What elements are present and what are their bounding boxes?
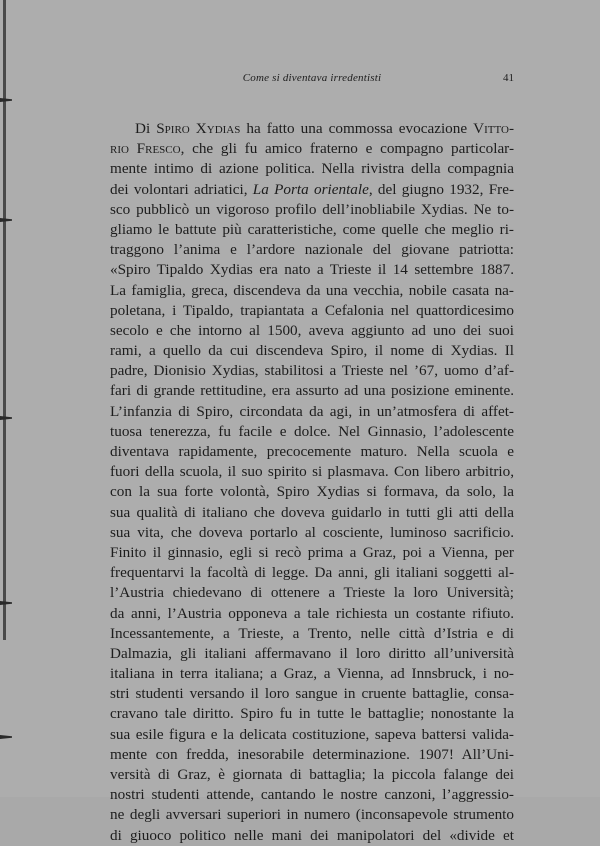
text-segment: poletana, i Tipaldo, trapiantata a Cefalonia nel quattordicesimo [110, 301, 514, 319]
text-segment: con la sua forte volontà, Spiro Xydias si formava, da solo, la [110, 483, 514, 501]
text-line [110, 604, 514, 624]
text-line [110, 381, 514, 401]
text-segment: Dalmazia, gli italiani affermavano il loro diritto all’università [110, 644, 514, 662]
text-line [110, 624, 514, 644]
text-line [110, 159, 514, 179]
text-segment: Finito il ginnasio, egli si recò prima a Graz, poi a Vienna, per [110, 543, 514, 561]
text-line [110, 664, 514, 684]
text-line [110, 422, 514, 442]
text-segment: La famiglia, greca, discendeva da una vecchia, nobile casata na- [110, 281, 514, 299]
text-segment: da anni, l’Austria opponeva a tale richiesta un costante rifiuto. [110, 604, 514, 622]
page-number: 41 [503, 72, 514, 84]
text-segment: «Spiro Tipaldo Xydias era nato a Trieste il 14 settembre 1887. [110, 261, 514, 279]
text-segment: ne degli avversari superiori in numero (inconsapevole strumento [110, 806, 514, 824]
text-segment: cravano tale diritto. Spiro fu in tutte le battaglie; nonostante la [110, 705, 514, 723]
text-segment: frequentarvi la facoltà di legge. Da anni, gli italiani soggetti al- [110, 564, 514, 582]
text-line [110, 543, 514, 563]
text-line [110, 462, 514, 482]
text-segment: sco pubblicò un vigoroso profilo dell’inobliabile Xydias. Ne to- [110, 200, 514, 218]
text-line [110, 240, 514, 260]
text-segment: secolo e che intorno al 1500, aveva aggiunto ad uno dei suoi [110, 321, 514, 339]
text-line [110, 704, 514, 724]
italic-title: La Porta orientale [252, 180, 369, 198]
text-line [110, 119, 514, 139]
text-segment: , del giugno 1932, Fre- [368, 180, 515, 198]
text-line [110, 402, 514, 422]
text-line [110, 805, 514, 825]
text-line [110, 785, 514, 805]
text-segment: fari di grande rettitudine, era assurto ad una posizione eminente. [110, 382, 514, 400]
text-segment: nostri studenti attende, cantando le nostre canzoni, l’aggressio- [110, 786, 514, 804]
text-line [110, 180, 514, 200]
text-segment: versità di Graz, è giornata di battaglia; la piccola falange dei [110, 766, 514, 783]
text-segment: stri studenti versando il loro sangue in cruente battaglie, consa- [110, 685, 514, 703]
text-line [110, 301, 514, 321]
text-segment: sua vita, che doveva portarlo al cosciente, luminoso sacrificio. [110, 523, 514, 541]
binding-notch [0, 601, 12, 605]
running-head [110, 72, 514, 88]
text-segment: dei volontari adriatici, [110, 180, 253, 198]
text-segment: padre, Dionisio Xydias, stabilitosi a Trieste nel ’67, uomo d’af- [110, 362, 514, 380]
text-segment: , che gli fu amico fraterno e compagno particolar- [180, 140, 514, 158]
text-line [110, 341, 514, 361]
body-paragraph [110, 119, 514, 846]
text-line [110, 725, 514, 745]
small-caps-name: rio Fresco [110, 140, 181, 158]
text-segment: ha fatto una commossa evocazione [240, 120, 474, 137]
binding-notch [0, 416, 12, 420]
text-line [110, 826, 514, 846]
text-line [110, 745, 514, 765]
text-segment: italiana in terra italiana; a Graz, a Vienna, ad Innsbruck, i no- [110, 665, 514, 683]
text-line [110, 523, 514, 543]
text-line [110, 563, 514, 583]
text-line [110, 684, 514, 704]
text-line [110, 503, 514, 523]
text-line [110, 765, 514, 785]
text-segment: sua esile figura e la delicata costituzione, sapeva battersi valida- [110, 725, 514, 743]
text-line [110, 361, 514, 381]
text-segment: tuosa tenerezza, fu facile e dolce. Nel Ginnasio, l’adolescente [110, 422, 514, 440]
text-line [110, 260, 514, 280]
text-segment: diventava rapidamente, precocemente maturo. Nella scuola e [110, 443, 514, 460]
text-line [110, 321, 514, 341]
binding-edge [3, 0, 6, 640]
text-segment: fuori della scuola, il suo spirito si plasmava. Con libero arbitrio, [110, 463, 514, 481]
text-segment: Di [135, 120, 157, 137]
text-line [110, 644, 514, 664]
text-line [110, 200, 514, 220]
small-caps-name: Vitto- [473, 120, 515, 137]
running-title: Come si diventava irredentisti [242, 72, 382, 84]
binding-notch [0, 735, 12, 739]
small-caps-name: Spiro Xydias [156, 120, 241, 137]
text-segment: l’Austria chiedevano di ottenere a Trieste la loro Università; [110, 584, 514, 602]
text-segment: rami, a quello da cui discendeva Spiro, il nome di Xydias. Il [110, 342, 514, 360]
binding-notch [0, 218, 12, 222]
text-segment: mente intimo di azione politica. Nella rivistra della compagnia [110, 160, 514, 178]
text-segment: di giuoco politico nelle mani dei manipolatori del «divide et [110, 826, 514, 844]
text-line [110, 583, 514, 603]
text-line [110, 220, 514, 240]
text-segment: gliamo le battute più caratteristiche, come quelle che meglio ri- [110, 220, 514, 238]
text-line [110, 442, 514, 462]
text-segment: sua qualità di italiano che doveva guidarlo in tutti gli atti della [110, 503, 514, 521]
text-line [110, 281, 514, 301]
text-segment: mente con fredda, inesorabile determinazione. 1907! All’Uni- [110, 745, 514, 763]
text-line [110, 482, 514, 502]
text-segment: L’infanzia di Spiro, circondata da agi, in un’atmosfera di affet- [110, 402, 514, 420]
text-segment: Incessantemente, a Trieste, a Trento, nelle città d’Istria e di [110, 624, 514, 642]
text-line [110, 139, 514, 159]
text-segment: traggono l’anima e l’ardore nazionale del giovane patriotta: [110, 241, 514, 259]
binding-notch [0, 98, 12, 102]
